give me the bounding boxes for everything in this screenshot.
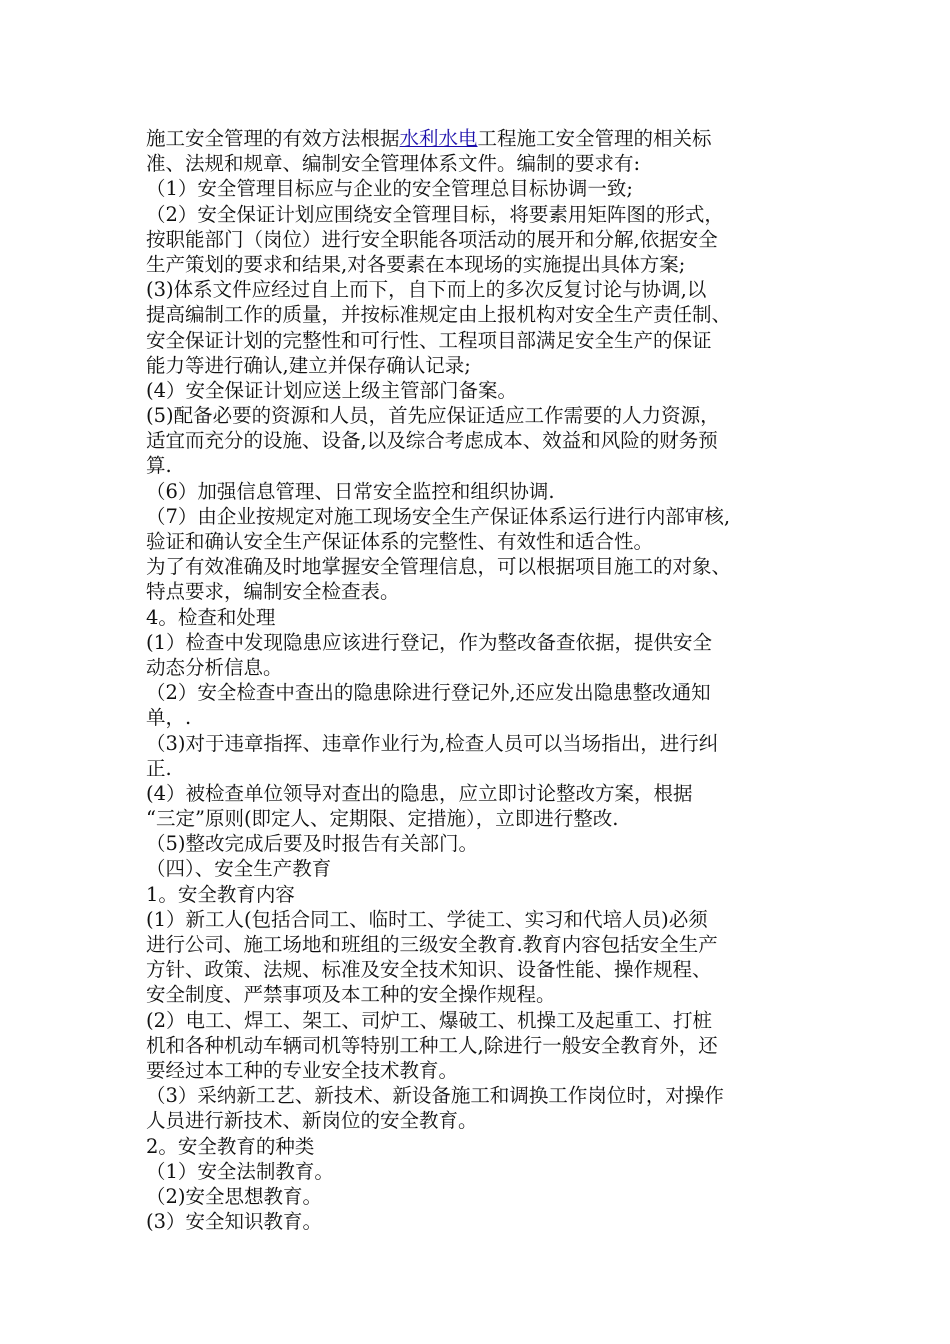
paragraph-line: (4）安全保证计划应送上级主管部门备案。	[146, 378, 518, 402]
paragraph-line: 能力等进行确认,建立并保存确认记录;	[146, 353, 471, 377]
paragraph-line: (3)体系文件应经过自上而下，自下而上的多次反复讨论与协调,以	[146, 278, 707, 302]
paragraph-line: (2）电工、焊工、架工、司炉工、爆破工、机操工及起重工、打桩	[146, 1008, 713, 1032]
paragraph-line: 人员进行新技术、新岗位的安全教育。	[146, 1109, 478, 1133]
paragraph-line: (4）被检查单位领导对查出的隐患，应立即讨论整改方案，根据	[146, 781, 693, 805]
paragraph-line: （7）由企业按规定对施工现场安全生产保证体系运行进行内部审核,	[146, 504, 731, 528]
paragraph-line: 准、法规和规章、编制安全管理体系文件。编制的要求有:	[146, 152, 641, 176]
text-after-link: 工程施工安全管理的相关标	[477, 127, 712, 150]
paragraph-line: “三定”原则(即定人、定期限、定措施），立即进行整改.	[146, 807, 619, 831]
paragraph-line: 安全制度、严禁事项及本工种的安全操作规程。	[146, 983, 556, 1007]
paragraph-line: (3）安全知识教育。	[146, 1210, 323, 1234]
paragraph-line	[146, 126, 846, 151]
paragraph-line: （2)安全思想教育。	[146, 1184, 323, 1208]
paragraph-line: (1）检查中发现隐患应该进行登记，作为整改备查依据，提供安全	[146, 630, 713, 654]
paragraph-line: 正.	[146, 756, 172, 780]
paragraph-line: 单，.	[146, 706, 192, 730]
document-body	[146, 126, 846, 1234]
paragraph-line: 安全保证计划的完整性和可行性、工程项目部满足安全生产的保证	[146, 328, 712, 352]
paragraph-line: 进行公司、施工场地和班组的三级安全教育.教育内容包括安全生产	[146, 933, 718, 956]
paragraph-line: 2。安全教育的种类	[146, 1134, 315, 1158]
paragraph-line: 1。安全教育内容	[146, 882, 295, 906]
paragraph-line: 方针、政策、法规、标准及安全技术知识、设备性能、操作规程、	[146, 958, 712, 982]
paragraph-line: 要经过本工种的专业安全技术教育。	[146, 1058, 459, 1082]
paragraph-line: 动态分析信息。	[146, 655, 283, 679]
paragraph-line: 适宜而充分的设施、设备,以及综合考虑成本、效益和风险的财务预	[146, 429, 718, 453]
paragraph-line: 4。检查和处理	[146, 605, 276, 629]
paragraph-line: 为了有效准确及时地掌握安全管理信息，可以根据项目施工的对象、	[146, 555, 732, 579]
paragraph-line: （1）安全法制教育。	[146, 1159, 334, 1183]
paragraph-line: 提高编制工作的质量，并按标准规定由上报机构对安全生产责任制、	[146, 303, 732, 327]
document-lines	[146, 151, 846, 1234]
paragraph-line: （6）加强信息管理、日常安全监控和组织协调.	[146, 479, 555, 503]
paragraph-line: （四）、安全生产教育	[146, 857, 332, 881]
paragraph-line: （2）安全保证计划应围绕安全管理目标，将要素用矩阵图的形式，	[146, 202, 724, 226]
paragraph-line: 生产策划的要求和结果,对各要素在本现场的实施提出具体方案;	[146, 252, 686, 276]
hydropower-link[interactable]: 水利水电	[399, 127, 478, 150]
paragraph-line: （1）安全管理目标应与企业的安全管理总目标协调一致;	[146, 177, 633, 201]
paragraph-line: （5)整改完成后要及时报告有关部门。	[146, 832, 479, 856]
paragraph-line: 特点要求，编制安全检查表。	[146, 580, 400, 604]
paragraph-line: (5)配备必要的资源和人员，首先应保证适应工作需要的人力资源，	[146, 404, 720, 428]
paragraph-line: 验证和确认安全生产保证体系的完整性、有效性和适合性。	[146, 530, 654, 553]
paragraph-line: (1）新工人(包括合同工、临时工、学徒工、实习和代培人员)必须	[146, 907, 708, 931]
paragraph-line: （2）安全检查中查出的隐患除进行登记外,还应发出隐患整改通知	[146, 681, 711, 705]
paragraph-line: （3)对于违章指挥、违章作业行为,检查人员可以当场指出，进行纠	[146, 731, 719, 755]
paragraph-line: 按职能部门（岗位）进行安全职能各项活动的展开和分解,依据安全	[146, 227, 718, 251]
paragraph-line: （3）采纳新工艺、新技术、新设备施工和调换工作岗位时，对操作	[146, 1084, 724, 1108]
paragraph-line: 机和各种机动车辆司机等特别工种工人,除进行一般安全教育外，还	[146, 1033, 718, 1057]
text-before-link: 施工安全管理的有效方法根据	[146, 127, 400, 150]
paragraph-line: 算.	[146, 454, 172, 478]
